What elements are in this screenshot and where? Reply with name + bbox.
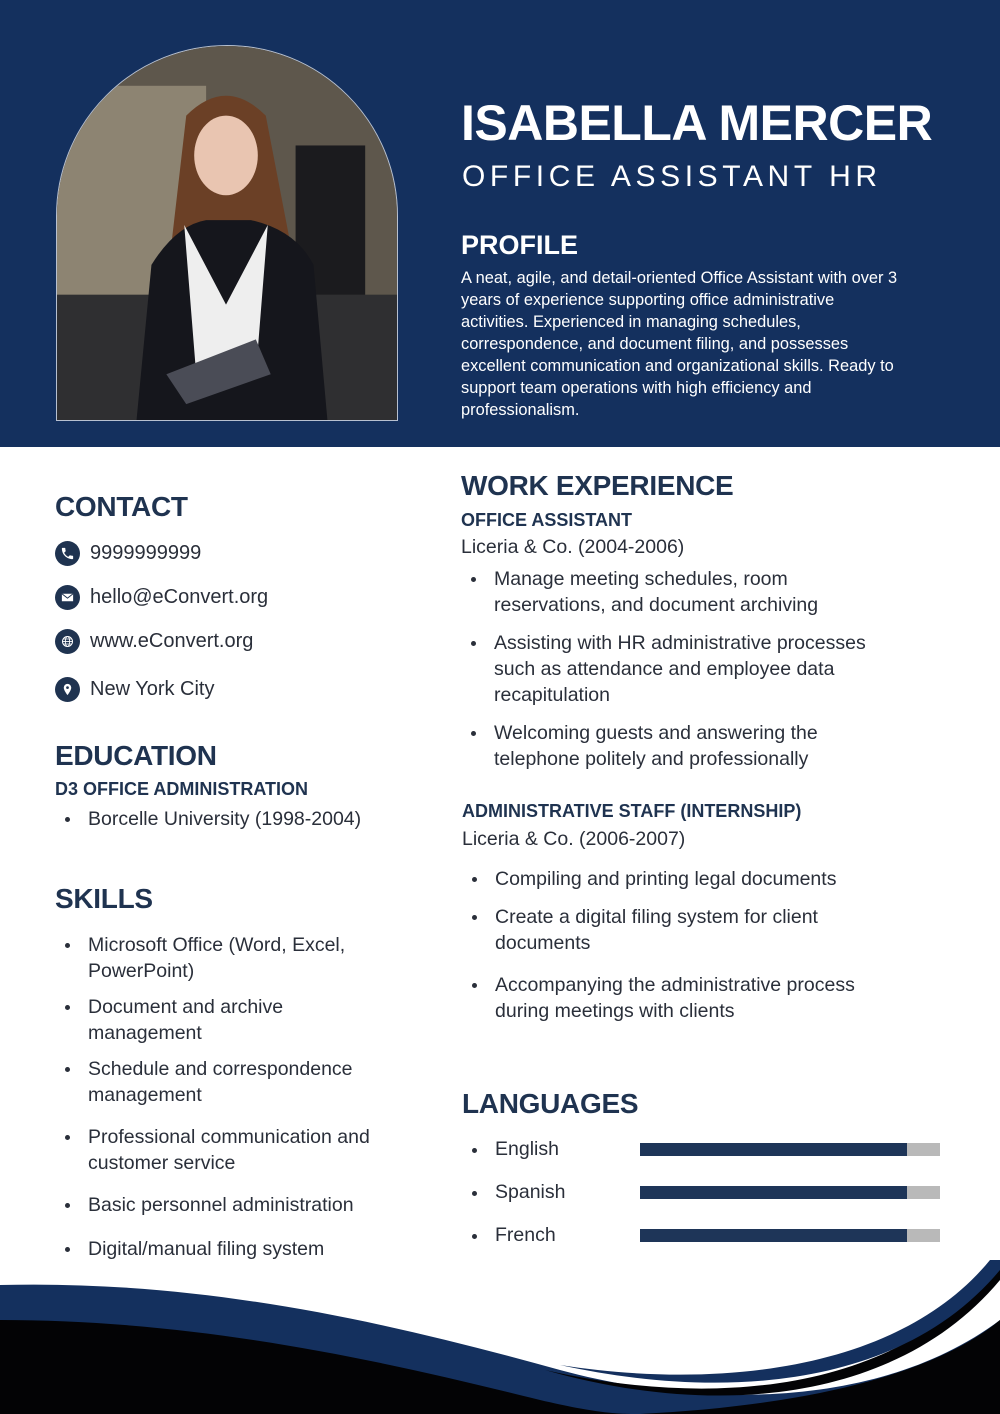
contact-heading: CONTACT: [55, 491, 188, 522]
location-text: New York City: [90, 678, 215, 700]
education-degree: D3 OFFICE ADMINISTRATION: [55, 779, 308, 799]
list-item: Borcelle University (1998-2004): [55, 806, 415, 832]
education-list: [55, 806, 415, 832]
location-pin-icon: [55, 677, 80, 702]
phone-number: 9999999999: [90, 542, 202, 564]
mail-icon: [55, 585, 80, 610]
work-experience-heading: WORK EXPERIENCE: [461, 470, 734, 501]
list-item: Professional communication and customer service: [55, 1124, 400, 1176]
website-url[interactable]: www.eConvert.org: [90, 630, 254, 652]
language-level-bar: [640, 1186, 940, 1199]
language-name: English: [462, 1138, 640, 1161]
list-item: Document and archive management: [55, 994, 400, 1046]
profile-summary: A neat, agile, and detail-oriented Office Assistant with over 3 years of experience supporting office administrative activities. Experienced in managing schedules, correspondence, and document filing, and possesses excellent communication and organizational skills. Ready to support team operations with high efficiency and professionalism.: [461, 269, 898, 419]
header-banner: [0, 0, 1000, 447]
job-duties-list: [461, 566, 901, 772]
list-item: Assisting with HR administrative processes such as attendance and employee data recapitulation: [461, 630, 901, 708]
skills-heading: SKILLS: [55, 883, 153, 914]
job-company: Liceria & Co. (2004-2006): [461, 536, 685, 558]
language-name: Spanish: [462, 1181, 640, 1204]
list-item: Digital/manual filing system: [55, 1236, 400, 1262]
job-company: Liceria & Co. (2006-2007): [462, 828, 686, 850]
contact-email: [55, 585, 268, 610]
language-level-bar: [640, 1229, 940, 1242]
profile-heading: PROFILE: [461, 230, 579, 260]
language-level-fill: [640, 1143, 907, 1156]
languages-heading: LANGUAGES: [462, 1088, 639, 1119]
phone-icon: [55, 541, 80, 566]
language-level-fill: [640, 1229, 907, 1242]
job-duties-list: [462, 866, 902, 1024]
portrait-illustration: [57, 46, 397, 420]
job-position: OFFICE ASSISTANT: [461, 510, 632, 530]
language-row-english: [462, 1135, 942, 1163]
language-level-fill: [640, 1186, 907, 1199]
list-item: Create a digital filing system for client documents: [462, 904, 902, 956]
language-level-bar: [640, 1143, 940, 1156]
language-row-spanish: [462, 1178, 942, 1206]
contact-phone: [55, 541, 201, 566]
email-address[interactable]: hello@eConvert.org: [90, 586, 269, 608]
list-item: Accompanying the administrative process during meetings with clients: [462, 972, 902, 1024]
contact-website: [55, 629, 253, 654]
profile-photo: [56, 45, 398, 421]
list-item: Microsoft Office (Word, Excel, PowerPoint): [55, 932, 400, 984]
list-item: Schedule and correspondence management: [55, 1056, 400, 1108]
list-item: Basic personnel administration: [55, 1192, 400, 1218]
candidate-role: OFFICE ASSISTANT HR: [462, 160, 882, 193]
candidate-name: ISABELLA MERCER: [461, 95, 933, 151]
job-position: ADMINISTRATIVE STAFF (INTERNSHIP): [462, 801, 802, 821]
globe-icon: [55, 629, 80, 654]
list-item: Welcoming guests and answering the telephone politely and professionally: [461, 720, 901, 772]
list-item: Manage meeting schedules, room reservations, and document archiving: [461, 566, 901, 618]
footer-wave-decoration: [0, 1260, 1000, 1414]
skills-list: [55, 932, 400, 1262]
language-row-french: [462, 1221, 942, 1249]
education-heading: EDUCATION: [55, 740, 217, 771]
language-name: French: [462, 1224, 640, 1247]
list-item: Compiling and printing legal documents: [462, 866, 902, 892]
contact-location: [55, 677, 215, 702]
